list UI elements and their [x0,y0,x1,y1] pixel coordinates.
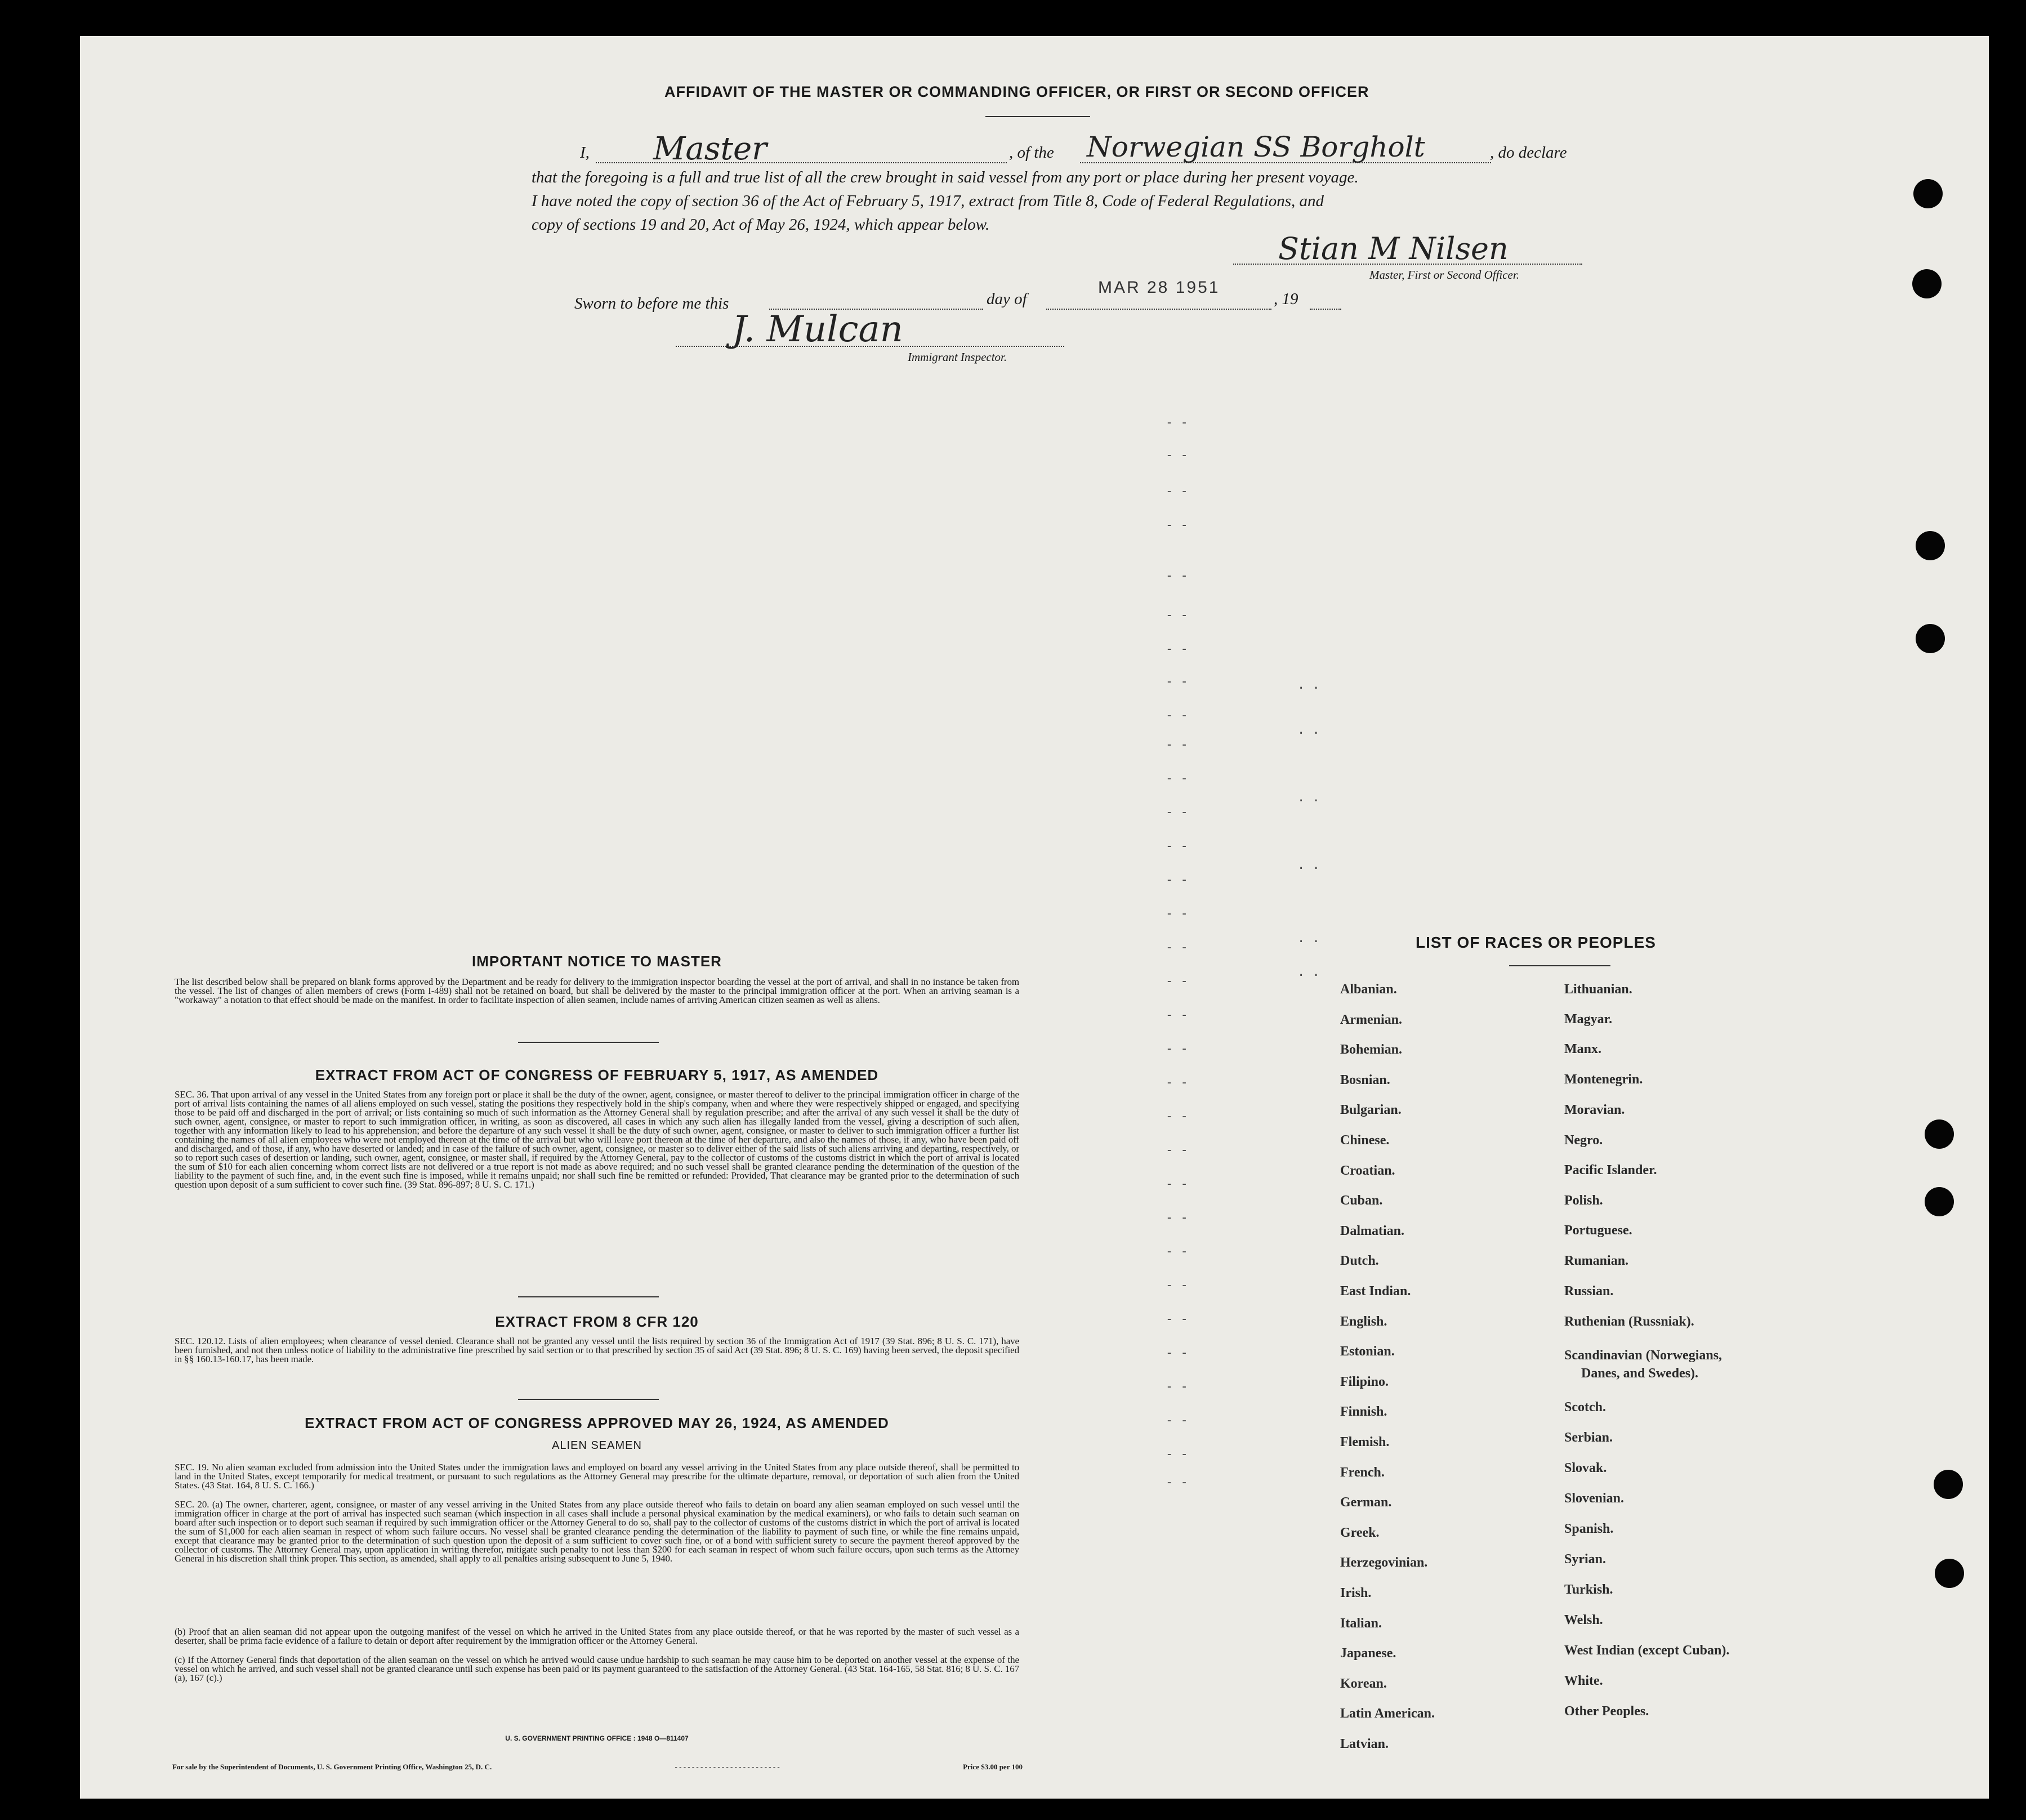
punch-hole [1916,624,1945,653]
faint-mark: - - [1166,484,1188,498]
race-item: White. [1564,1674,1603,1688]
race-item: Bosnian. [1340,1072,1390,1087]
race-item: Latvian. [1340,1737,1389,1751]
punch-hole [1916,531,1945,560]
gpo-imprint: U. S. GOVERNMENT PRINTING OFFICE : 1948 O—811407 [505,1734,689,1742]
faint-mark: - - [1166,1211,1188,1225]
faint-mark: - - [1166,1413,1188,1428]
punch-hole [1935,1559,1964,1588]
faint-mark: · · [1297,726,1320,741]
notice-title: IMPORTANT NOTICE TO MASTER [472,953,722,970]
race-item: Armenian. [1340,1012,1402,1027]
divider [518,1399,659,1400]
race-item: Moravian. [1564,1103,1625,1117]
race-item: Chinese. [1340,1133,1390,1148]
race-item: German. [1340,1495,1392,1510]
race-item: Finnish. [1340,1404,1387,1420]
faint-mark: - - [1166,642,1188,656]
race-item: Portuguese. [1564,1223,1632,1238]
race-item: Greek. [1340,1525,1380,1540]
race-item: Negro. [1564,1133,1603,1148]
race-item: Danes, and Swedes). [1581,1366,1699,1381]
race-item: Pacific Islander. [1564,1163,1657,1177]
divider [518,1042,659,1043]
sworn-year-field [1310,309,1341,310]
extract-1924-title: EXTRACT FROM ACT OF CONGRESS APPROVED MAY 26, 1924, AS AMENDED [305,1415,889,1431]
race-item: Latin American. [1340,1706,1435,1721]
punch-hole [1912,269,1942,298]
extract-1917-title: EXTRACT FROM ACT OF CONGRESS OF FEBRUARY 5, 1917, AS AMENDED [315,1067,879,1083]
faint-mark: - - [1166,1447,1188,1461]
sworn-month-field [1046,309,1271,310]
sworn-prefix: Sworn to before me this [574,295,729,313]
faint-mark: - - [1166,1042,1188,1056]
faint-mark: - - [1166,771,1188,786]
sale-text: For sale by the Superintendent of Documents, U. S. Government Printing Office, Washington 25, D. C. [172,1763,492,1771]
faint-mark: - - [1166,940,1188,954]
decl-suffix: , do declare [1490,144,1567,162]
vessel-name-handwritten: Norwegian SS Borgholt [1087,131,1425,163]
punch-hole [1925,1187,1954,1216]
decl-of-the: , of the [1009,144,1054,162]
faint-mark: - - [1166,839,1188,853]
punch-hole [1934,1470,1963,1499]
race-item: Slovenian. [1564,1491,1625,1506]
extract-1924-sec19: SEC. 19. No alien seaman excluded from admission into the United States under the immigration laws and employed on board any vessel arriving in the United States from any place outside thereof, shall be permitted to land in the United States, except temporarily for medical treatment, or pursuant to such regulations as the Attorney General may prescribe for the ultimate departure, removal, or deportation of such alien from the United States. (43 Stat. 164, 8 U. S. C. 166.) [175,1462,1019,1491]
faint-mark: - - [1166,1475,1188,1489]
punch-hole [1913,179,1943,208]
faint-mark: - - [1166,608,1188,622]
master-signature-line [1233,264,1582,265]
race-item: West Indian (except Cuban). [1564,1643,1730,1658]
race-item: Polish. [1564,1193,1603,1208]
race-item: Scotch. [1564,1400,1606,1415]
faint-mark: - - [1166,1008,1188,1022]
faint-mark: - - [1166,738,1188,752]
race-item: Manx. [1564,1042,1601,1056]
races-title: LIST OF RACES OR PEOPLES [1416,934,1656,951]
master-caption: Master, First or Second Officer. [1369,268,1519,282]
sale-price: Price $3.00 per 100 [963,1763,1023,1771]
divider [518,1296,659,1297]
faint-mark: - - [1166,1346,1188,1360]
alien-seamen-subtitle: ALIEN SEAMEN [552,1439,642,1452]
race-item: Lithuanian. [1564,982,1632,997]
extract-1924-sec20b: (b) Proof that an alien seaman did not appear upon the outgoing manifest of the vessel on which he arrived in the United States from any place outside thereof, or that he was reported by the master of such vessel as a deserter, shall be prima facie evidence of a failure to detain or deport after requirement by the immigration officer or the Attorney General. [175,1626,1019,1646]
races-title-rule [1509,965,1610,966]
faint-mark: · · [1297,681,1320,695]
faint-mark: · · [1297,935,1320,949]
race-item: Slovak. [1564,1461,1607,1475]
faint-mark: · · [1297,862,1320,876]
race-item: Italian. [1340,1616,1382,1631]
faint-mark: - - [1166,708,1188,722]
sale-dots: - - - - - - - - - - - - - - - - - - - - - - - - - [675,1763,780,1771]
faint-mark: - - [1166,448,1188,462]
faint-mark: - - [1166,1380,1188,1394]
extract-1917-text: SEC. 36. That upon arrival of any vessel in the United States from any foreign port or place it shall be the duty of the owner, agent, consignee, or master thereof to deliver to the principal immigration officer in charge of the port of arrival lists containing the names of all aliens employed on such vessel, stating the positions they respectively hold in the ship's company, when and where they were respectively shipped or engaged, and specifying those to be paid off and discharged in the port of arrival; or lists containing so much of such information as the Attorney General shall by regulation prescribe; and after the arrival of any such vessel it shall be the duty of such owner, agent, consignee, or master to report to such immigration officer, in writing, as soon as discovered, all cases in which any such alien has illegally landed from the vessel, giving a description of such alien, together with any information likely to lead to his apprehension; and before the departure of any such vessel it shall be the duty of such owner, agent, consignee, or master to deliver to such immigration officer a further list containing the names of all alien employees who were not employed thereon at the time of the arrival but who will leave port thereon at the time of her departure, and also the names of those, if any, who have been paid off and discharged, and of those, if any, who have deserted or landed; and in case of the failure of such owner, agent, consignee, or master so to deliver either of the said lists of such aliens arriving and departing, respectively, or so to report such cases of desertion or landing, such owner, agent, consignee, or master shall, if required by the Attorney General, pay to the collector of customs of the customs district in which the port of arrival is located the sum of $10 for each alien concerning whom correct lists are not delivered or a true report is not made as above required; and no such vessel shall be granted clearance pending the determination of the question of the liability to the payment of such fine, and, in the event such fine is imposed, while it remains unpaid; nor shall such fine be remitted or refunded: Provided, That clearance may be granted prior to the determination of such question upon deposit of a sum sufficient to cover such fine. (39 Stat. 896-897; 8 U. S. C. 171.) [175,1089,1019,1190]
decl-prefix: I, [580,144,590,162]
punch-hole [1925,1119,1954,1149]
extract-cfr-title: EXTRACT FROM 8 CFR 120 [495,1313,699,1330]
race-item: Serbian. [1564,1430,1613,1445]
declaration-line3: I have noted the copy of section 36 of the Act of February 5, 1917, extract from Title 8, Code of Federal Regulations, and [532,192,1324,210]
race-item: Albanian. [1340,982,1397,997]
race-item: Rumanian. [1564,1254,1629,1268]
race-item: Scandinavian (Norwegians, [1564,1348,1722,1363]
faint-mark: - - [1166,1278,1188,1292]
race-item: Ruthenian (Russniak). [1564,1314,1694,1329]
faint-mark: - - [1166,569,1188,583]
race-item: East Indian. [1340,1284,1411,1299]
faint-mark: - - [1166,1244,1188,1259]
race-item: Montenegrin. [1564,1072,1643,1087]
sworn-year: , 19 [1274,290,1298,308]
declaration-line2: that the foregoing is a full and true list of all the crew brought in said vessel from any port or place during her present voyage. [532,168,1359,186]
race-item: Russian. [1564,1284,1614,1299]
sale-line [172,1763,1023,1772]
race-item: Dutch. [1340,1254,1379,1269]
race-item: Spanish. [1564,1522,1614,1536]
race-item: Filipino. [1340,1374,1389,1389]
faint-mark: - - [1166,873,1188,887]
faint-mark: - - [1166,675,1188,689]
faint-mark: - - [1166,974,1188,988]
race-item: Dalmatian. [1340,1223,1404,1238]
faint-mark: - - [1166,805,1188,819]
race-item: Estonian. [1340,1344,1395,1359]
faint-mark: - - [1166,1312,1188,1326]
title-rule [985,116,1090,117]
faint-mark: - - [1166,907,1188,921]
race-item: Irish. [1340,1586,1372,1600]
extract-cfr-text: SEC. 120.12. Lists of alien employees; when clearance of vessel denied. Clearance shall not be granted any vessel until the lists required by section 36 of the Immigration Act of 1917 (39 Stat. 896; 8 U. S. C. 171), have been furnished, and not then unless notice of liability to the administrative fine prescribed by said section or to that prescribed by section 35 of said Act (39 Stat. 896; 8 U. S. C. 169) having been served, the deposit specified in §§ 160.13-160.17, has been made. [175,1336,1019,1364]
inspector-signature-line [676,346,1064,347]
race-item: Croatian. [1340,1163,1395,1178]
sworn-day-of: day of [987,290,1027,308]
race-item: French. [1340,1465,1385,1480]
faint-mark: · · [1297,969,1320,983]
race-item: Japanese. [1340,1646,1396,1661]
affidavit-title: AFFIDAVIT OF THE MASTER OR COMMANDING OFFICER, OR FIRST OR SECOND OFFICER [664,83,1369,100]
notice-text: The list described below shall be prepared on blank forms approved by the Department and be ready for delivery to the immigration inspector boarding the vessel at the port of arrival, and shall in no instance be taken from the vessel. The list of changes of alien members of crews (Form I-489) shall not be retained on board, but shall be delivered by the master to the principal immigration officer at the port. When an arriving seaman is a "workaway" a notation to that effect should be made on the manifest. In order to facilitate inspection of alien seamen, include names of arriving American citizen seamen as well as aliens. [175,976,1019,1005]
extract-1924-sec20c: (c) If the Attorney General finds that deportation of the alien seaman on the vessel on which he arrived would cause undue hardship to such seaman he may cause him to be deported on another vessel at the expense of the vessel on which he arrived, and such vessel shall not be granted clearance until such expense has been paid or its payment guaranteed to the satisfaction of the Attorney General. (43 Stat. 164-165, 58 Stat. 816; 8 U. S. C. 167 (a), 167 (c).) [175,1654,1019,1683]
race-item: Magyar. [1564,1012,1613,1027]
faint-mark: - - [1166,1143,1188,1157]
faint-mark: - - [1166,1109,1188,1123]
faint-mark: - - [1166,518,1188,532]
master-name-handwritten: Master [653,131,767,167]
race-item: Bulgarian. [1340,1103,1402,1118]
master-signature: Stian M Nilsen [1278,231,1509,266]
race-item: Other Peoples. [1564,1704,1649,1719]
date-stamp: MAR 28 1951 [1098,278,1220,297]
race-item: Bohemian. [1340,1042,1403,1058]
race-item: Flemish. [1340,1435,1390,1449]
race-item: Welsh. [1564,1613,1603,1627]
faint-mark: - - [1166,1177,1188,1191]
race-item: Herzegovinian. [1340,1555,1428,1571]
race-item: Korean. [1340,1676,1387,1691]
declaration-line4: copy of sections 19 and 20, Act of May 26, 1924, which appear below. [532,216,990,234]
faint-mark: · · [1297,794,1320,808]
inspector-signature: J. Mulcan [732,309,903,350]
faint-mark: - - [1166,1076,1188,1090]
extract-1924-sec20a: SEC. 20. (a) The owner, charterer, agent, consignee, or master of any vessel arriving in the United States from any place outside thereof who fails to detain on board any alien seaman employed on such vessel until the immigration officer in charge at the port of arrival has inspected such seaman (which inspection in all cases shall include a personal physical examination by the medical examiners), or who fails to detain such seaman on board after such inspection or to deport such seaman if required by such immigration officer or the Attorney General to do so, shall pay to the collector of customs of the customs district in which the port of arrival is located the sum of $1,000 for each alien seaman in respect of whom such failure occurs. No vessel shall be granted clearance pending the determination of the liability to payment of such fine, or while the fine remains unpaid, except that clearance may be granted prior to the determination of such question upon the deposit of a sum sufficient to cover such fine, or of a bond with sufficient surety to secure the payment thereof approved by the collector of customs. The Attorney General may, upon application in writing therefor, mitigate such penalty to not less than $200 for each seaman in respect of whom such failure occurs, upon such terms as the Attorney General in his discretion shall think proper. This section, as amended, shall apply to all penalties arising subsequent to June 5, 1940. [175,1499,1019,1564]
inspector-caption: Immigrant Inspector. [908,350,1007,364]
faint-mark: - - [1166,416,1188,430]
race-item: Syrian. [1564,1552,1606,1567]
race-item: Cuban. [1340,1193,1383,1208]
race-item: Turkish. [1564,1582,1613,1597]
race-item: English. [1340,1314,1387,1329]
